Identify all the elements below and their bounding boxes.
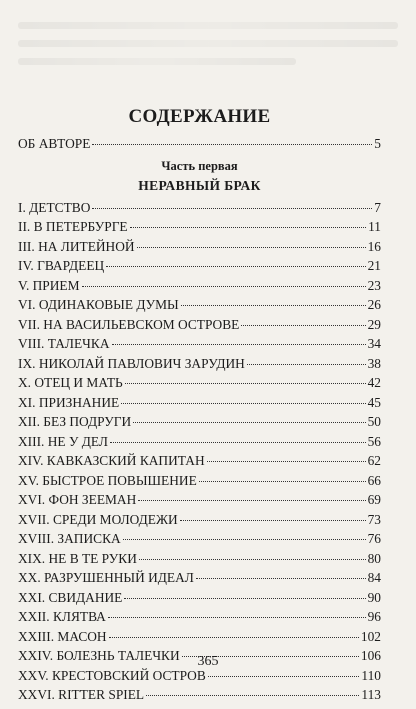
toc-entry-label: V. ПРИЕМ xyxy=(18,277,80,293)
toc-page-number: 26 xyxy=(367,297,381,312)
toc-page-number: 84 xyxy=(367,570,381,585)
toc-entry-label: II. В ПЕТЕРБУРГЕ xyxy=(18,219,128,234)
dot-leader xyxy=(247,364,366,365)
contents-title: СОДЕРЖАНИЕ xyxy=(128,106,271,127)
dot-leader xyxy=(124,598,365,599)
toc-entry[interactable] xyxy=(18,373,381,393)
dot-leader xyxy=(196,578,366,579)
toc-entry-label: VII. НА ВАСИЛЬЕВСКОМ ОСТРОВЕ xyxy=(18,316,240,332)
dot-leader xyxy=(146,695,359,696)
toc-entry-label: ОБ АВТОРЕ xyxy=(18,136,91,151)
toc-entry-label: XXV. КРЕСТОВСКИЙ ОСТРОВ xyxy=(18,667,206,683)
toc-entry[interactable] xyxy=(18,198,381,218)
toc-entry-label: XXVI. RITTER SPIEL xyxy=(18,687,145,702)
bleed-through-line xyxy=(18,40,398,47)
toc-entry-label: XXII. КЛЯТВА xyxy=(18,609,106,624)
toc-entry-label: XIII. НЕ У ДЕЛ xyxy=(18,433,108,449)
toc-entry[interactable] xyxy=(18,588,381,608)
toc-page-number: 113 xyxy=(361,687,381,702)
page-number: 365 xyxy=(197,654,219,669)
contents-page xyxy=(18,104,381,705)
toc-entry[interactable] xyxy=(18,685,381,705)
dot-leader xyxy=(138,500,365,501)
dot-leader xyxy=(207,461,366,462)
chapter-list xyxy=(18,198,381,705)
toc-entry[interactable] xyxy=(18,256,381,276)
toc-entry[interactable] xyxy=(18,607,381,627)
toc-entry[interactable] xyxy=(18,334,381,354)
toc-entry[interactable] xyxy=(18,295,381,315)
toc-entry-label: III. НА ЛИТЕЙНОЙ xyxy=(18,238,135,254)
toc-page-number: 38 xyxy=(367,355,381,371)
dot-leader xyxy=(241,325,365,326)
dot-leader xyxy=(92,208,372,209)
part-title: НЕРАВНЫЙ БРАК xyxy=(138,177,261,193)
toc-entry[interactable] xyxy=(18,451,381,471)
toc-entry-label: I. ДЕТСТВО xyxy=(18,199,91,215)
toc-page-number: 76 xyxy=(367,531,381,546)
toc-page-number: 11 xyxy=(368,219,381,234)
toc-entry[interactable] xyxy=(18,217,381,237)
toc-entry-label: XVIII. ЗАПИСКА xyxy=(18,531,121,546)
toc-page-number: 96 xyxy=(367,609,381,624)
toc-entry[interactable] xyxy=(18,276,381,296)
dot-leader xyxy=(106,266,365,267)
toc-entry-label: X. ОТЕЦ И МАТЬ xyxy=(18,375,123,390)
toc-page-number: 90 xyxy=(367,589,381,605)
toc-entry-label: XV. БЫСТРОЕ ПОВЫШЕНИЕ xyxy=(18,472,197,488)
toc-page-number: 56 xyxy=(367,433,381,449)
dot-leader xyxy=(139,559,366,560)
toc-page-number: 80 xyxy=(367,550,381,566)
toc-entry-label: IX. НИКОЛАЙ ПАВЛОВИЧ ЗАРУДИН xyxy=(18,355,245,371)
toc-page-number: 50 xyxy=(367,414,381,429)
bleed-through-line xyxy=(18,58,296,65)
toc-page-number: 102 xyxy=(360,628,381,644)
dot-leader xyxy=(110,442,366,443)
part-label: Часть первая xyxy=(161,158,238,173)
toc-entry[interactable] xyxy=(18,471,381,491)
dot-leader xyxy=(181,305,366,306)
dot-leader xyxy=(125,383,366,384)
toc-entry-label: VI. ОДИНАКОВЫЕ ДУМЫ xyxy=(18,297,179,312)
toc-entry-label: XIV. КАВКАЗСКИЙ КАПИТАН xyxy=(18,453,205,468)
dot-leader xyxy=(133,422,365,423)
toc-entry-label: XX. РАЗРУШЕННЫЙ ИДЕАЛ xyxy=(18,570,194,585)
bleed-through-line xyxy=(18,22,398,29)
toc-page-number: 16 xyxy=(367,238,381,254)
toc-entry-label: XXIII. МАСОН xyxy=(18,628,107,644)
toc-page-number: 45 xyxy=(367,394,381,410)
toc-entry[interactable] xyxy=(18,237,381,257)
dot-leader xyxy=(137,247,366,248)
toc-page-number: 7 xyxy=(374,199,381,215)
toc-page-number: 66 xyxy=(367,472,381,488)
toc-page-number: 62 xyxy=(367,453,381,468)
toc-page-number: 69 xyxy=(367,492,381,507)
toc-entry-label: XVI. ФОН ЗЕЕМАН xyxy=(18,492,137,507)
toc-page-number: 110 xyxy=(361,667,381,683)
toc-entry-label: XVII. СРЕДИ МОЛОДЕЖИ xyxy=(18,511,178,527)
toc-entry[interactable] xyxy=(18,412,381,432)
toc-entry[interactable] xyxy=(18,432,381,452)
toc-entry[interactable] xyxy=(18,568,381,588)
dot-leader xyxy=(123,539,366,540)
toc-entry-label: XXIV. БОЛЕЗНЬ ТАЛЕЧКИ xyxy=(18,648,180,663)
toc-entry[interactable] xyxy=(18,354,381,374)
toc-entry-label: XI. ПРИЗНАНИЕ xyxy=(18,394,120,410)
toc-entry[interactable] xyxy=(18,490,381,510)
toc-page-number: 5 xyxy=(374,136,381,151)
dot-leader xyxy=(92,144,372,145)
toc-entry-label: IV. ГВАРДЕЕЦ xyxy=(18,258,105,273)
dot-leader xyxy=(121,403,365,404)
toc-entry-label: XII. БЕЗ ПОДРУГИ xyxy=(18,414,132,429)
dot-leader xyxy=(208,676,360,677)
toc-page-number: 106 xyxy=(360,648,381,663)
toc-page-number: 73 xyxy=(367,511,381,527)
toc-entry[interactable] xyxy=(18,510,381,530)
dot-leader xyxy=(82,286,366,287)
toc-entry-label: XIX. НЕ В ТЕ РУКИ xyxy=(18,550,137,566)
toc-entry[interactable] xyxy=(18,315,381,335)
toc-entry[interactable] xyxy=(18,549,381,569)
dot-leader xyxy=(108,617,366,618)
toc-page-number: 21 xyxy=(367,258,381,273)
toc-entry-label: XXI. СВИДАНИЕ xyxy=(18,589,123,605)
dot-leader xyxy=(112,344,366,345)
toc-page-number: 29 xyxy=(367,316,381,332)
dot-leader xyxy=(130,227,366,228)
dot-leader xyxy=(109,637,359,638)
toc-entry[interactable] xyxy=(18,529,381,549)
toc-page-number: 23 xyxy=(367,277,381,293)
dot-leader xyxy=(180,520,366,521)
toc-entry[interactable] xyxy=(18,393,381,413)
dot-leader xyxy=(199,481,366,482)
toc-entry-about-author[interactable] xyxy=(18,134,381,154)
toc-page-number: 42 xyxy=(367,375,381,390)
toc-entry[interactable] xyxy=(18,627,381,647)
toc-page-number: 34 xyxy=(367,336,381,351)
toc-entry-label: VIII. ТАЛЕЧКА xyxy=(18,336,110,351)
